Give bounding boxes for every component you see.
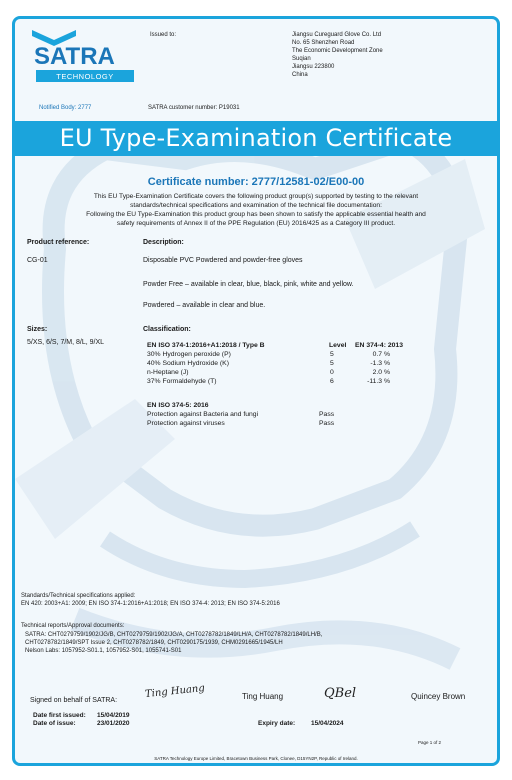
intro-line: This EU Type-Examination Certificate covers the following product group(s) supported by testing to the relevant (93, 193, 419, 200)
notified-body: Notified Body: 2777 (39, 105, 92, 111)
standards-value: EN 420: 2003+A1: 2009; EN ISO 374-1:2016+A1:2018; EN ISO 374-4: 2013; EN ISO 374-5:2016 (21, 601, 280, 607)
address-line: China (292, 72, 308, 78)
description-line: Powdered – available in clear and blue. (143, 302, 266, 309)
intro-line: Following the EU Type-Examination this product group has been shown to satisfy the applicable essential health and (86, 211, 426, 218)
reports-label: Technical reports/Approval documents: (21, 623, 125, 629)
sizes-label: Sizes: (27, 326, 48, 333)
address-line: The Economic Development Zone (292, 48, 383, 54)
chemical-level: 6 (330, 378, 334, 385)
chemical-name: 40% Sodium Hydroxide (K) (147, 360, 229, 367)
issued-to-label: Issued to: (150, 32, 177, 38)
address-block (292, 31, 383, 79)
satra-logo (24, 24, 136, 90)
address-line: Jiangsu Cureguard Glove Co. Ltd (292, 32, 382, 38)
signatory-name: Ting Huang (242, 692, 284, 701)
level-header: Level (329, 342, 347, 349)
certificate-title-banner: EU Type-Examination Certificate (12, 121, 500, 156)
description-line: Disposable PVC Powdered and powder-free gloves (143, 257, 303, 264)
sizes-value: 5/XS, 6/S, 7/M, 8/L, 9/XL (27, 339, 105, 346)
first-issued-date: 15/04/2019 (97, 712, 130, 719)
page-number: Page 1 of 2 (418, 740, 442, 745)
chemical-degradation: 0.7 % (372, 351, 390, 358)
reports-line: Nelson Labs: 1057952-S01.1, 1057952-S01, 1055741-S01 (25, 648, 182, 654)
issue-date-label: Date of issue: (33, 720, 76, 727)
logo-text: SATRA (34, 43, 115, 70)
description-label: Description: (143, 239, 184, 246)
logo-subtitle: TECHNOLOGY (56, 72, 114, 81)
product-reference-label: Product reference: (27, 239, 90, 246)
classification-label: Classification: (143, 326, 191, 333)
address-line: Jiangsu 223800 (292, 64, 335, 70)
signature-ting-huang: Ting Huang (144, 682, 206, 701)
certificate-intro (30, 192, 482, 228)
expiry-date: 15/04/2024 (311, 720, 344, 727)
en-374-1-standard: EN ISO 374-1:2016+A1:2018 / Type B (147, 342, 265, 349)
product-reference: CG-01 (27, 257, 48, 264)
first-issued-label: Date first issued: (33, 712, 86, 719)
chemical-level: 0 (330, 369, 334, 376)
chemical-degradation: -1.3 % (370, 360, 390, 367)
standards-label: Standards/Technical specifications applied: (21, 593, 136, 599)
address-line: Suqian (292, 56, 311, 62)
chemical-degradation: 2.0 % (372, 369, 390, 376)
chemical-name: 30% Hydrogen peroxide (P) (147, 351, 231, 358)
bio-protection-name: Protection against Bacteria and fungi (147, 411, 259, 418)
en-374-4-header: EN 374-4: 2013 (355, 342, 403, 349)
en-374-5-standard: EN ISO 374-5: 2016 (147, 402, 209, 409)
issue-date: 23/01/2020 (97, 720, 130, 727)
chemical-name: n-Heptane (J) (147, 369, 189, 376)
address-line: No. 65 Shenzhen Road (292, 40, 355, 46)
chemical-name: 37% Formaldehyde (T) (147, 378, 217, 385)
footer-company: SATRA Technology Europe Limited, Bracetown Business Park, Clonee, D15YN2P, Republic of Ireland. (154, 756, 358, 761)
reports-line: CHT0278782/1849/SPT Issue 2, CHT0278782/1849, CHT0290175/1939, CHM0291665/1945/LH (25, 640, 283, 646)
certificate-number: Certificate number: 2777/12581-02/E00-00 (147, 176, 365, 188)
expiry-date-label: Expiry date: (258, 720, 296, 727)
signatory-name: Quincey Brown (411, 692, 466, 701)
chemical-level: 5 (330, 360, 334, 367)
signed-on-behalf-label: Signed on behalf of SATRA: (30, 697, 118, 704)
chemical-degradation: -11.3 % (367, 378, 390, 385)
bio-protection-name: Protection against viruses (147, 420, 225, 427)
bio-protection-result: Pass (319, 411, 335, 418)
reports-line: SATRA: CHT0279759/1902/JG/B, CHT0279759/1902/JG/A, CHT0278782/1849/LH/A, CHT0278782/1849/LH/B, (25, 632, 323, 638)
customer-number: SATRA customer number: P19031 (148, 105, 240, 111)
signature-quincey-brown: QBel (324, 686, 357, 701)
chemical-level: 5 (330, 351, 334, 358)
description-line: Powder Free – available in clear, blue, black, pink, white and yellow. (143, 281, 354, 288)
intro-line: standards/technical specifications and examination of the technical file documentation: (130, 202, 382, 209)
intro-line: safety requirements of Annex II of the PPE Regulation (EU) 2016/425 as a Category III product. (116, 220, 396, 227)
bio-protection-result: Pass (319, 420, 335, 427)
